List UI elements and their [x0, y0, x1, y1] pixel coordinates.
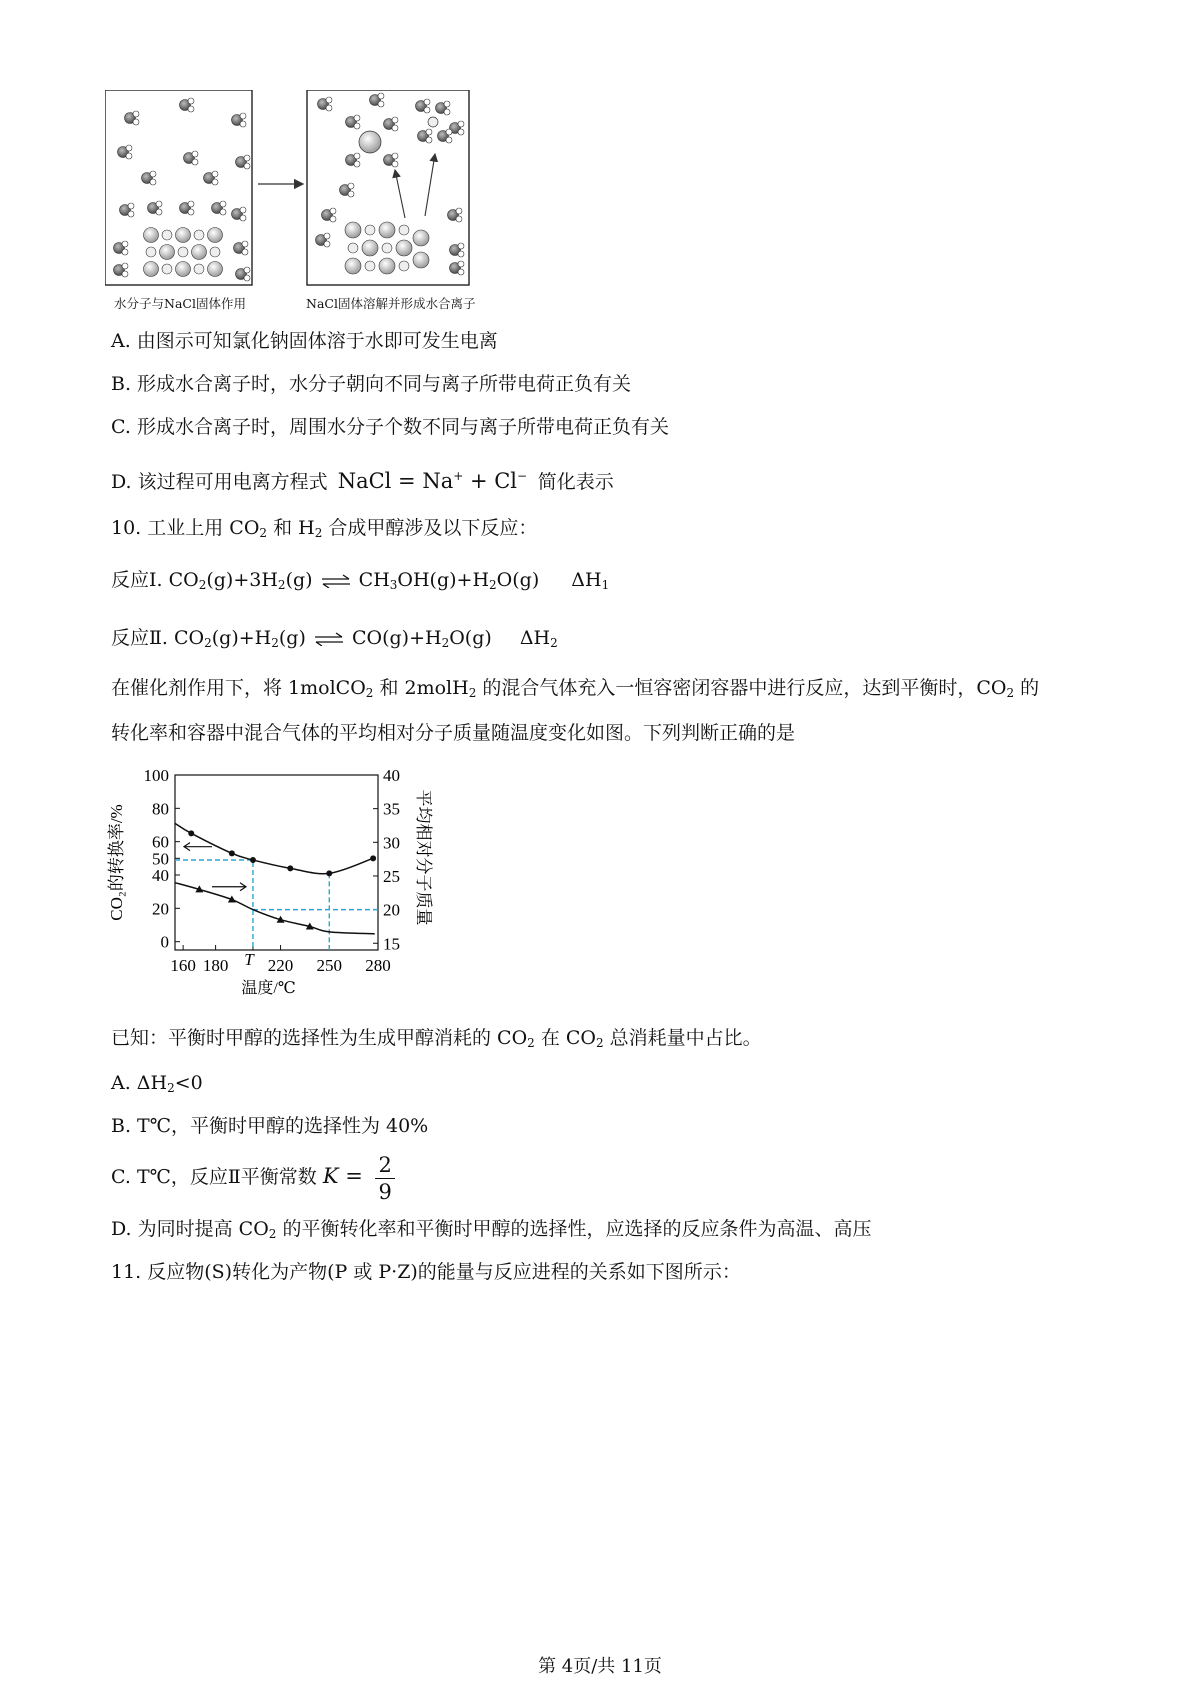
- y-left-tick-label: 50: [152, 849, 169, 869]
- x-tick-label: 180: [202, 956, 229, 975]
- marker-conversion-point: [229, 850, 235, 856]
- q9-option-a: A. 由图示可知氯化钠固体溶于水即可发生电离: [111, 330, 498, 352]
- series-avg-molar-mass: [175, 883, 375, 934]
- reaction-2: 反应Ⅱ. $CO_2(g)+H_2(g)$ $CO(g)+H_2O(g)$ $\Delta H_2$: [111, 627, 558, 650]
- page-number: 第 4页/共 11页: [538, 1656, 662, 1677]
- figure-caption-left: 水分子与NaCl固体作用: [114, 296, 246, 311]
- y-left-tick-label: 0: [160, 932, 169, 952]
- q11-stem: 11. 反应物(S)转化为产物(P 或 P·Z)的能量与反应进程的关系如下图所示：: [111, 1261, 741, 1283]
- co2-conversion-chart: [100, 760, 440, 1010]
- q9-option-c: C. 形成水合离子时，周围水分子个数不同与离子所带电荷正负有关: [111, 416, 669, 438]
- marker-conversion-point: [250, 857, 256, 863]
- marker-conversion-point: [370, 855, 376, 861]
- arrow-right-axis-icon: [212, 883, 246, 891]
- q10-paragraph-1: 在催化剂作用下，将 1molCO$_2$ 和 2molH$_2$ 的混合气体充入一恒容密闭容器中进行反应，达到平衡时，$CO_2$ 的: [111, 677, 1040, 700]
- y-right-axis-label: 平均相对分子质量: [414, 789, 433, 926]
- y-right-tick-label: 25: [383, 866, 400, 886]
- marker-conversion-point: [188, 830, 194, 836]
- q10-known: 已知：平衡时甲醇的选择性为生成甲醇消耗的 $CO_2$ 在 $CO_2$ 总消耗量中占比。: [111, 1027, 762, 1050]
- x-tick-label: T: [244, 950, 254, 969]
- y-left-axis-label: CO₂的转换率/%: [107, 804, 126, 921]
- q10-option-d: D. 为同时提高 $CO_2$ 的平衡转化率和平衡时甲醇的选择性，应选择的反应条件为高温、高压: [111, 1218, 872, 1241]
- y-right-tick-label: 30: [383, 833, 400, 853]
- q9-option-d: [111, 464, 614, 494]
- marker-conversion-point: [326, 870, 332, 876]
- q10-option-a: A. $\Delta H_2<0$: [111, 1072, 203, 1095]
- x-tick-label: 280: [365, 956, 391, 975]
- x-tick-label: 160: [170, 956, 196, 975]
- y-left-tick-label: 40: [152, 866, 169, 885]
- fraction-two-ninths: $\frac{2}{9}$: [375, 1152, 394, 1205]
- x-tick-label: 250: [316, 956, 343, 975]
- plot-frame: [175, 775, 378, 950]
- q10-paragraph-2: 转化率和容器中混合气体的平均相对分子质量随温度变化如图。下列判断正确的是: [111, 722, 796, 744]
- reaction-1: 反应Ⅰ. $CO_2(g)+3H_2(g)$ $CH_3OH(g)+H_2O(g)$ $\Delta H_1$: [111, 569, 610, 592]
- option-d-suffix: 简化表示: [537, 471, 614, 493]
- series-co2-conversion: [175, 823, 373, 873]
- y-right-tick-label: 20: [383, 900, 400, 920]
- figure-caption-right: NaCl固体溶解并形成水合离子: [306, 296, 476, 311]
- q10-stem: 10. 工业上用 $CO_2$ 和 $H_2$ 合成甲醇涉及以下反应：: [111, 517, 538, 540]
- equilibrium-arrow-icon: [321, 574, 351, 588]
- y-left-tick-label: 80: [152, 799, 169, 819]
- y-left-tick-label: 60: [152, 832, 169, 852]
- q10-option-c: C. T℃，反应Ⅱ平衡常数 K = $\frac{2}{9}$: [111, 1150, 395, 1205]
- q9-option-b: B. 形成水合离子时，水分子朝向不同与离子所带电荷正负有关: [111, 373, 632, 395]
- ionization-equation: NaCl = Na+ + Cl−: [337, 469, 528, 493]
- equilibrium-arrow-icon: [314, 632, 344, 646]
- y-right-tick-label: 15: [383, 934, 400, 954]
- option-d-prefix: D. 该过程可用电离方程式: [111, 471, 328, 493]
- y-right-tick-label: 40: [383, 766, 400, 785]
- x-tick-label: 220: [267, 956, 294, 975]
- marker-conversion-point: [287, 865, 293, 871]
- q10-option-b: B. T℃，平衡时甲醇的选择性为 40%: [111, 1115, 429, 1137]
- guide-line-T: [175, 860, 253, 950]
- x-axis-label: 温度/℃: [241, 980, 296, 997]
- y-right-tick-label: 35: [383, 799, 400, 819]
- y-left-tick-label: 20: [152, 899, 169, 919]
- arrow-left-axis-icon: [184, 843, 212, 851]
- y-left-tick-label: 100: [143, 766, 169, 785]
